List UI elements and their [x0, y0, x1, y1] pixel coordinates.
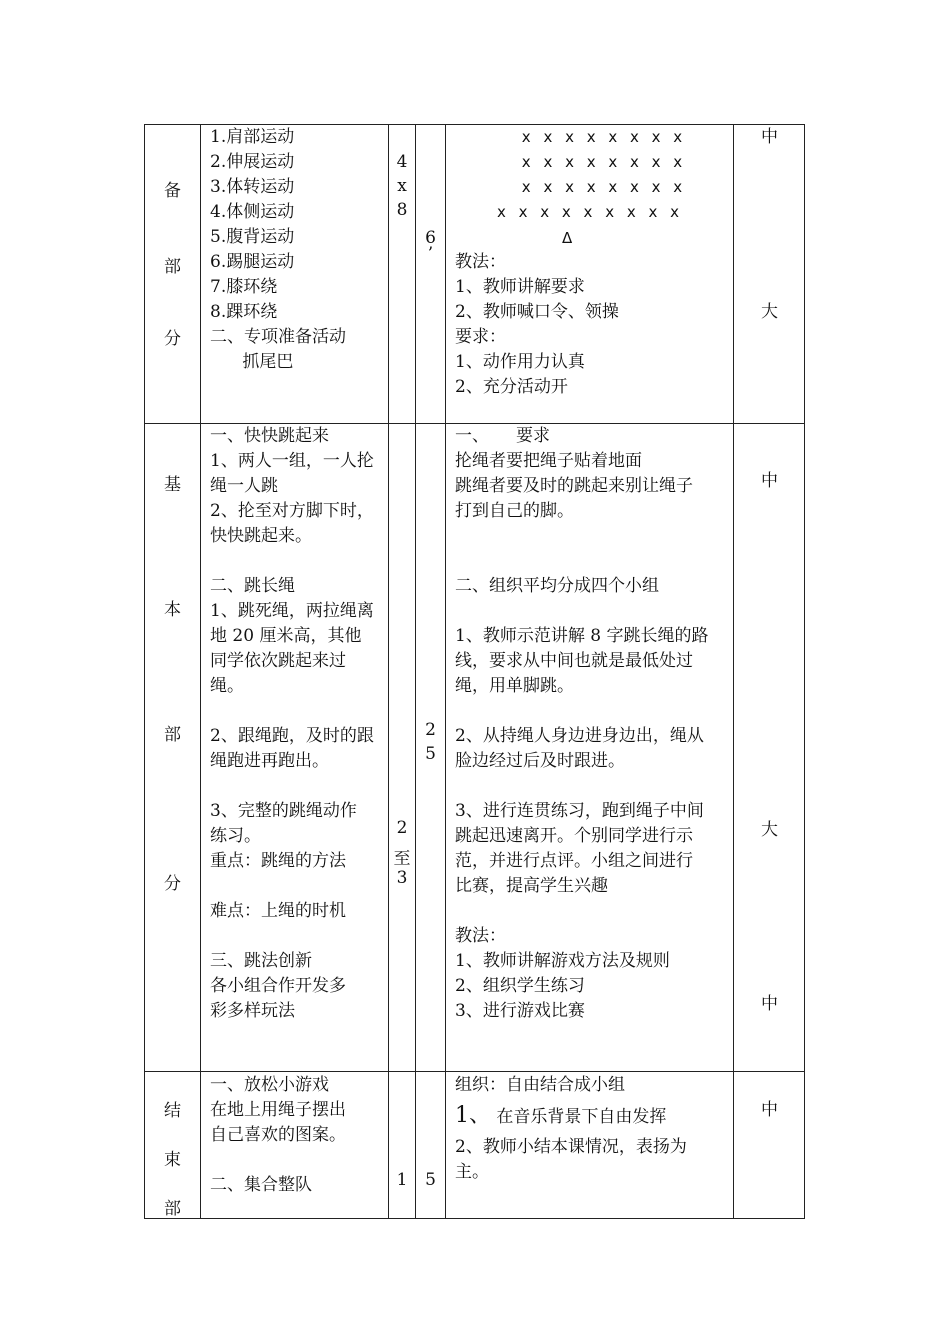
- method-text: 在音乐背景下自由发挥: [491, 1107, 667, 1127]
- prep-reps-char: 4: [396, 152, 408, 172]
- content-line: 自己喜欢的图案。: [210, 1125, 346, 1145]
- teacher-marker: Δ: [562, 229, 573, 247]
- method-line: 教法：: [455, 252, 506, 272]
- content-line: 各小组合作开发多: [210, 976, 346, 996]
- content-line: 抓尾巴: [210, 352, 294, 372]
- prep-reps: [389, 124, 415, 423]
- table-line-main-end: [144, 1071, 805, 1072]
- main-label-char: 基: [164, 475, 181, 495]
- content-line: 地 20 厘米高，其他: [210, 626, 362, 646]
- method-line: 二、组织平均分成四个小组: [455, 576, 659, 596]
- content-line: 在地上用绳子摆出: [210, 1100, 346, 1120]
- end-label-char: 结: [164, 1101, 181, 1121]
- formation-row: x x x x x x x x x: [496, 203, 684, 221]
- prep-method: [455, 250, 731, 400]
- end-label-char: 束: [164, 1150, 181, 1170]
- end-time: [416, 1072, 445, 1218]
- method-line: 线，要求从中间也就是最低处过: [455, 651, 693, 671]
- table-col-line-5: [733, 124, 734, 1219]
- prep-time-char: 6: [425, 228, 436, 248]
- content-line: [210, 1148, 386, 1173]
- content-line: 7.膝环绕: [210, 277, 278, 297]
- method-line: [455, 899, 731, 924]
- content-line: 5.腹背运动: [210, 227, 295, 247]
- method-line: 组织：自由结合成小组: [455, 1075, 625, 1095]
- content-line: 快快跳起来。: [210, 526, 312, 546]
- content-line: 二、专项准备活动: [210, 327, 346, 347]
- main-section-label: [145, 424, 200, 1071]
- content-line: 4.体侧运动: [210, 202, 295, 222]
- prep-label-char: 备: [164, 181, 181, 201]
- end-content: [210, 1073, 386, 1198]
- method-line: 2、从持绳人身边进身边出，绳从: [455, 726, 704, 746]
- table-line-bottom: [144, 1218, 805, 1219]
- content-line: 重点：跳绳的方法: [210, 851, 346, 871]
- method-line: 一、 要求: [455, 426, 551, 446]
- method-line: 1、教师示范讲解 8 字跳长绳的路: [455, 626, 709, 646]
- formation-row: x x x x x x x x: [521, 178, 687, 196]
- content-line: 1.肩部运动: [210, 127, 295, 147]
- end-time-value: 5: [425, 1170, 436, 1190]
- method-line: 跳绳者要及时的跳起来别让绳子: [455, 476, 693, 496]
- main-time-char: 5: [425, 744, 436, 764]
- formation-row: x x x x x x x x: [521, 153, 687, 171]
- end-intensity: 中: [761, 1100, 778, 1120]
- main-reps: [389, 424, 415, 1071]
- method-line: 绳，用单脚跳。: [455, 676, 574, 696]
- prep-label-char: 分: [164, 329, 181, 349]
- method-line: 教法：: [455, 926, 506, 946]
- content-line: 3、完整的跳绳动作: [210, 801, 357, 821]
- method-line: [455, 524, 731, 549]
- main-label-char: 本: [164, 600, 181, 620]
- main-time-char: 2: [425, 720, 436, 740]
- method-line: 要求：: [455, 327, 506, 347]
- prep-intensity-bottom: 大: [761, 302, 778, 322]
- content-line: 2、跟绳跑，及时的跟: [210, 726, 374, 746]
- end-reps-value: 1: [396, 1170, 408, 1190]
- content-line: 1、跳死绳，两拉绳离: [210, 601, 374, 621]
- method-line: 2、组织学生练习: [455, 976, 585, 996]
- end-method: [455, 1073, 731, 1185]
- method-line: 1、动作用力认真: [455, 352, 585, 372]
- method-line: [455, 549, 731, 574]
- main-label-char: 分: [164, 874, 181, 894]
- content-line: 1、两人一组，一人抡: [210, 451, 374, 471]
- method-line: 范，并进行点评。小组之间进行: [455, 851, 693, 871]
- content-line: 2.伸展运动: [210, 152, 295, 172]
- prep-label-char: 部: [164, 257, 181, 277]
- method-line: 主。: [455, 1162, 489, 1182]
- content-line: 绳。: [210, 676, 244, 696]
- method-line: [455, 774, 731, 799]
- table-col-line-4: [445, 124, 446, 1219]
- method-line: 2、教师小结本课情况，表扬为: [455, 1137, 687, 1157]
- content-line: [210, 924, 386, 949]
- table-col-line-1: [200, 124, 201, 1219]
- method-line: 抡绳者要把绳子贴着地面: [455, 451, 642, 471]
- main-intensity-1: 中: [761, 471, 778, 491]
- content-line: 一、放松小游戏: [210, 1075, 329, 1095]
- content-line: 3.体转运动: [210, 177, 295, 197]
- prep-reps-char: 8: [396, 200, 408, 220]
- prep-formation: [480, 125, 700, 225]
- content-line: 二、集合整队: [210, 1175, 312, 1195]
- content-line: 6.踢腿运动: [210, 252, 295, 272]
- content-line: 二、跳长绳: [210, 576, 295, 596]
- method-line: 1、教师讲解要求: [455, 277, 585, 297]
- method-line: 2、充分活动开: [455, 377, 568, 397]
- main-reps-char: 2: [396, 818, 408, 838]
- main-intensity-3: 中: [761, 994, 778, 1014]
- content-line: 难点：上绳的时机: [210, 901, 346, 921]
- end-label-char: 部: [164, 1199, 181, 1219]
- method-line: 1、教师讲解游戏方法及规则: [455, 951, 670, 971]
- method-line: 3、进行连贯练习，跑到绳子中间: [455, 801, 704, 821]
- content-line: 一、快快跳起来: [210, 426, 329, 446]
- content-line: [210, 874, 386, 899]
- main-reps-char: 3: [396, 868, 408, 888]
- content-line: [210, 699, 386, 724]
- content-line: 同学依次跳起来过: [210, 651, 346, 671]
- method-line: 脸边经过后及时跟进。: [455, 751, 625, 771]
- content-line: [210, 549, 386, 574]
- method-line: [455, 599, 731, 624]
- prep-content: [210, 125, 386, 375]
- content-line: 8.踝环绕: [210, 302, 278, 322]
- content-line: 三、跳法创新: [210, 951, 312, 971]
- prep-time-char: ’: [427, 244, 434, 264]
- prep-time: [416, 124, 445, 423]
- content-line: 绳一人跳: [210, 476, 278, 496]
- content-line: 彩多样玩法: [210, 1001, 295, 1021]
- method-line: 比赛，提高学生兴趣: [455, 876, 608, 896]
- end-reps: [389, 1072, 415, 1218]
- prep-intensity-top: 中: [761, 127, 778, 147]
- formation-row: x x x x x x x x: [521, 128, 687, 146]
- method-line: [455, 699, 731, 724]
- method-line: 3、进行游戏比赛: [455, 1001, 585, 1021]
- prep-reps-char: x: [397, 176, 407, 196]
- main-time: [416, 424, 445, 1071]
- content-line: 练习。: [210, 826, 261, 846]
- content-line: 2、抡至对方脚下时，: [210, 501, 374, 521]
- main-intensity-2: 大: [761, 820, 778, 840]
- method-line-numbered: [455, 1098, 731, 1135]
- main-label-char: 部: [164, 725, 181, 745]
- main-reps-char: 至: [393, 849, 411, 869]
- method-line: 2、教师喊口令、领操: [455, 302, 619, 322]
- method-number: 1、: [455, 1103, 491, 1128]
- main-method: [455, 424, 731, 1024]
- main-content: [210, 424, 386, 1024]
- prep-section-label: [145, 124, 200, 423]
- method-line: 跳起迅速离开。个别同学进行示: [455, 826, 693, 846]
- method-line: 打到自己的脚。: [455, 501, 574, 521]
- content-line: [210, 774, 386, 799]
- end-section-label: [145, 1072, 200, 1218]
- table-col-line-6: [804, 124, 805, 1219]
- content-line: 绳跑进再跑出。: [210, 751, 329, 771]
